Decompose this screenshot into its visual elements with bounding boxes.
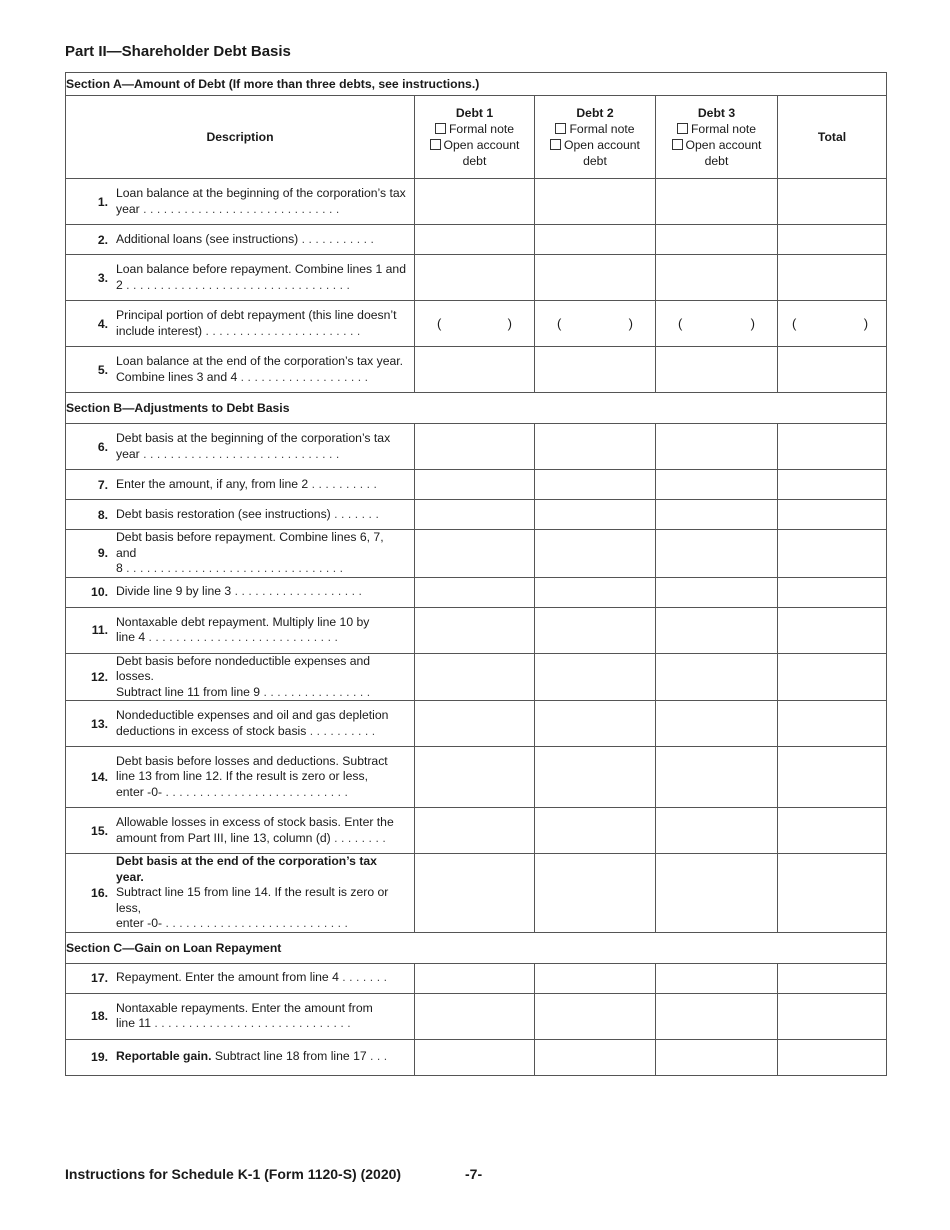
line-number: 17. <box>91 971 108 985</box>
amount-cell[interactable] <box>656 225 778 255</box>
line-number: 15. <box>91 823 108 838</box>
amount-cell[interactable] <box>415 1039 535 1075</box>
amount-cell[interactable] <box>535 854 656 933</box>
amount-cell[interactable] <box>415 963 535 993</box>
amount-cell[interactable] <box>535 347 656 393</box>
amount-cell[interactable] <box>535 255 656 301</box>
amount-cell[interactable] <box>535 808 656 854</box>
amount-cell[interactable] <box>535 577 656 607</box>
amount-cell[interactable] <box>656 530 778 578</box>
line-number: 4. <box>97 316 108 331</box>
line-3-row: 3. Loan balance before repayment. Combine lines 1 and 2 ................................. <box>66 255 887 301</box>
amount-cell[interactable] <box>656 993 778 1039</box>
amount-cell[interactable] <box>415 653 535 701</box>
line-9-row: 9. Debt basis before repayment. Combine lines 6, 7, and 8 ................................ <box>66 530 887 578</box>
part-title: Part II—Shareholder Debt Basis <box>65 43 291 60</box>
amount-cell[interactable] <box>778 963 887 993</box>
line-number: 19. <box>91 1050 108 1064</box>
line-number: 8. <box>97 507 108 522</box>
amount-cell[interactable] <box>778 854 887 933</box>
amount-cell[interactable] <box>778 347 887 393</box>
amount-cell[interactable] <box>656 577 778 607</box>
column-header-row <box>66 96 887 179</box>
line-18-row: 18. Nontaxable repayments. Enter the amount from line 11 ............................. <box>66 993 887 1039</box>
line-19-row: 19. Reportable gain. Subtract line 18 from line 17 ... <box>66 1039 887 1075</box>
amount-cell[interactable]: ( ) <box>778 301 887 347</box>
formal-note-checkbox[interactable]: Formal note <box>677 122 756 136</box>
amount-cell[interactable] <box>535 530 656 578</box>
total-header: Total <box>778 96 887 179</box>
amount-cell[interactable] <box>415 179 535 225</box>
amount-cell[interactable] <box>415 347 535 393</box>
line-1-row: 1. Loan balance at the beginning of the corporation’s tax year ............................. <box>66 179 887 225</box>
amount-cell[interactable] <box>535 225 656 255</box>
amount-cell[interactable] <box>415 854 535 933</box>
open-account-checkbox[interactable]: Open account <box>550 138 640 152</box>
amount-cell[interactable] <box>656 179 778 225</box>
line-number: 12. <box>91 669 108 684</box>
amount-cell[interactable] <box>656 701 778 747</box>
amount-cell[interactable] <box>415 500 535 530</box>
amount-cell[interactable] <box>656 963 778 993</box>
debt-1-header: Debt 1 Formal note Open account debt <box>415 96 535 179</box>
amount-cell[interactable] <box>778 993 887 1039</box>
line-6-row: 6. Debt basis at the beginning of the corporation’s tax year ............................. <box>66 424 887 470</box>
amount-cell[interactable] <box>778 653 887 701</box>
line-8-row: 8. Debt basis restoration (see instructions) ....... <box>66 500 887 530</box>
amount-cell[interactable] <box>535 993 656 1039</box>
amount-cell[interactable] <box>535 424 656 470</box>
formal-note-checkbox[interactable]: Formal note <box>555 122 634 136</box>
amount-cell[interactable] <box>535 701 656 747</box>
line-4-row: 4. Principal portion of debt repayment (this line doesn’t include interest) ....................... ( ) ( ) ( ) ( ) <box>66 301 887 347</box>
section-a-header: Section A—Amount of Debt (If more than three debts, see instructions.) <box>66 73 887 96</box>
amount-cell[interactable] <box>535 747 656 808</box>
line-7-row: 7. Enter the amount, if any, from line 2 .......... <box>66 470 887 500</box>
amount-cell[interactable] <box>656 347 778 393</box>
checkbox-icon[interactable] <box>677 123 688 134</box>
line-number: 14. <box>91 770 108 784</box>
amount-cell[interactable] <box>415 424 535 470</box>
checkbox-icon[interactable] <box>550 139 561 150</box>
line-14-row: 14. Debt basis before losses and deductions. Subtract line 13 from line 12. If the result is zero or less, enter -0- ........................... <box>66 747 887 808</box>
amount-cell[interactable] <box>535 470 656 500</box>
amount-cell[interactable] <box>778 530 887 578</box>
footer-title: Instructions for Schedule K-1 (Form 1120-S) (2020) <box>65 1166 402 1182</box>
amount-cell[interactable] <box>778 225 887 255</box>
line-15-row: 15. Allowable losses in excess of stock basis. Enter the amount from Part III, line 13, column (d) ........ <box>66 808 887 854</box>
amount-cell[interactable] <box>778 424 887 470</box>
amount-cell[interactable] <box>415 255 535 301</box>
open-account-checkbox[interactable]: Open account <box>430 138 520 152</box>
line-number: 11. <box>91 623 108 637</box>
amount-cell[interactable]: ( ) <box>656 301 778 347</box>
checkbox-icon[interactable] <box>435 123 446 134</box>
amount-cell[interactable] <box>778 577 887 607</box>
line-17-row: 17. Repayment. Enter the amount from line 4 ....... <box>66 963 887 993</box>
amount-cell[interactable] <box>415 225 535 255</box>
amount-cell[interactable] <box>535 1039 656 1075</box>
line-number: 2. <box>97 232 108 247</box>
amount-cell[interactable] <box>415 993 535 1039</box>
amount-cell[interactable] <box>656 500 778 530</box>
description-header: Description <box>66 96 415 179</box>
open-account-checkbox[interactable]: Open account <box>672 138 762 152</box>
amount-cell[interactable] <box>778 1039 887 1075</box>
page-number: -7- <box>465 1166 483 1182</box>
debt-basis-table <box>65 72 887 1076</box>
amount-cell[interactable] <box>535 500 656 530</box>
amount-cell[interactable] <box>656 424 778 470</box>
line-5-row: 5. Loan balance at the end of the corporation’s tax year. Combine lines 3 and 4 ................... <box>66 347 887 393</box>
amount-cell[interactable] <box>656 653 778 701</box>
amount-cell[interactable] <box>778 701 887 747</box>
amount-cell[interactable] <box>656 808 778 854</box>
formal-note-checkbox[interactable]: Formal note <box>435 122 514 136</box>
checkbox-icon[interactable] <box>555 123 566 134</box>
line-13-row: 13. Nondeductible expenses and oil and gas depletion deductions in excess of stock basis .......... <box>66 701 887 747</box>
page-footer <box>65 1166 483 1182</box>
line-number: 9. <box>97 546 108 561</box>
amount-cell[interactable] <box>535 179 656 225</box>
checkbox-icon[interactable] <box>672 139 683 150</box>
amount-cell[interactable] <box>535 653 656 701</box>
section-c-header: Section C—Gain on Loan Repayment <box>66 932 887 963</box>
line-number: 6. <box>97 439 108 454</box>
line-16-row: 16. Debt basis at the end of the corporation’s tax year. Subtract line 15 from line 14. If the result is zero or less, enter -0- ........................... <box>66 854 887 933</box>
amount-cell[interactable] <box>535 963 656 993</box>
amount-cell[interactable] <box>415 701 535 747</box>
checkbox-icon[interactable] <box>430 139 441 150</box>
line-10-row: 10. Divide line 9 by line 3 ................... <box>66 577 887 607</box>
amount-cell[interactable]: ( ) <box>535 301 656 347</box>
line-number: 18. <box>91 1009 108 1023</box>
line-11-row: 11. Nontaxable debt repayment. Multiply line 10 by line 4 ............................ <box>66 607 887 653</box>
debt-3-header: Debt 3 Formal note Open account debt <box>656 96 778 179</box>
amount-cell[interactable] <box>778 808 887 854</box>
amount-cell[interactable] <box>778 470 887 500</box>
section-b-header: Section B—Adjustments to Debt Basis <box>66 393 887 424</box>
line-2-row: 2. Additional loans (see instructions) ........... <box>66 225 887 255</box>
amount-cell[interactable] <box>535 607 656 653</box>
line-number: 10. <box>91 585 108 599</box>
amount-cell[interactable] <box>656 1039 778 1075</box>
amount-cell[interactable] <box>778 747 887 808</box>
line-number: 5. <box>97 362 108 377</box>
amount-cell[interactable] <box>415 470 535 500</box>
amount-cell[interactable] <box>415 747 535 808</box>
amount-cell[interactable] <box>656 854 778 933</box>
amount-cell[interactable] <box>656 607 778 653</box>
amount-cell[interactable]: ( ) <box>415 301 535 347</box>
amount-cell[interactable] <box>778 179 887 225</box>
debt-2-header: Debt 2 Formal note Open account debt <box>535 96 656 179</box>
amount-cell[interactable] <box>415 577 535 607</box>
amount-cell[interactable] <box>778 607 887 653</box>
amount-cell[interactable] <box>656 470 778 500</box>
amount-cell[interactable] <box>778 255 887 301</box>
amount-cell[interactable] <box>778 500 887 530</box>
line-number: 13. <box>91 716 108 731</box>
amount-cell[interactable] <box>656 255 778 301</box>
amount-cell[interactable] <box>415 530 535 578</box>
line-number: 3. <box>97 270 108 285</box>
amount-cell[interactable] <box>415 808 535 854</box>
line-number: 16. <box>91 885 108 900</box>
amount-cell[interactable] <box>415 607 535 653</box>
amount-cell[interactable] <box>656 747 778 808</box>
line-number: 1. <box>97 194 108 209</box>
line-number: 7. <box>97 477 108 492</box>
line-12-row: 12. Debt basis before nondeductible expenses and losses. Subtract line 11 from line 9 ................ <box>66 653 887 701</box>
